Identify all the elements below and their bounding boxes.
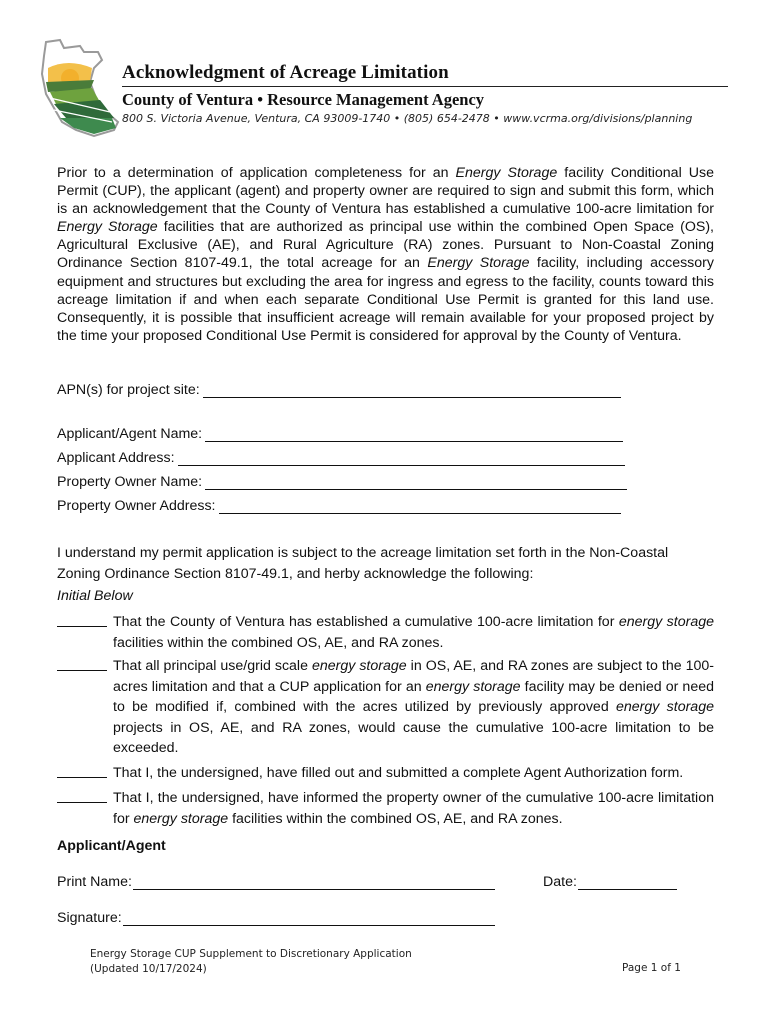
signature-field	[57, 910, 495, 926]
initial-below-label: Initial Below	[57, 588, 133, 604]
date-input-line[interactable]	[578, 874, 677, 890]
apn-input-line[interactable]	[203, 382, 621, 398]
ack-item-3: That I, the undersigned, have filled out and submitted a complete Agent Authorization form.	[57, 763, 714, 784]
print-name-field	[57, 874, 495, 890]
applicant-name-input-line[interactable]	[205, 426, 623, 442]
footer	[90, 947, 412, 977]
applicant-address-input-line[interactable]	[178, 450, 625, 466]
apn-label: APN(s) for project site:	[57, 382, 200, 398]
owner-address-input-line[interactable]	[219, 498, 621, 514]
intro-paragraph: Prior to a determination of application completeness for an Energy Storage facility Conditional Use Permit (CUP), the applicant (agent) and property owner are required to sign and submit this form, which is an acknowledgement that the County of Ventura has established a cumulative 100-acre limitation for Energy Storage facilities that are authorized as principal use within the combined Open Space (OS), Agricultural Exclusive (AE), and Rural Agriculture (RA) zones. Pursuant to Non-Coastal Zoning Ordinance Section 8107-49.1, the total acreage for an Energy Storage facility, including accessory equipment and structures but excluding the area for ingress and egress to the facility, counts toward this acreage limitation if and when each separate Conditional Use Permit is granted for this land use. Consequently, it is possible that insufficient acreage will remain available for your proposed project by the time your proposed Conditional Use Permit is considered for approval by the County of Ventura.	[57, 165, 714, 344]
applicant-address-label: Applicant Address:	[57, 450, 175, 466]
signature-label: Signature:	[57, 910, 122, 926]
form-title: Acknowledgment of Acreage Limitation	[122, 62, 449, 83]
title-divider	[122, 86, 728, 87]
ack-item-4: That I, the undersigned, have informed the property owner of the cumulative 100-acre limitation for energy storage facilities within the combined OS, AE, and RA zones.	[57, 788, 714, 829]
owner-address-field	[57, 498, 621, 514]
ack-item-1: That the County of Ventura has established a cumulative 100-acre limitation for energy storage facilities within the combined OS, AE, and RA zones.	[57, 612, 714, 653]
owner-address-label: Property Owner Address:	[57, 498, 216, 514]
print-name-label: Print Name:	[57, 874, 132, 890]
owner-name-input-line[interactable]	[205, 474, 627, 490]
initial-blank-1[interactable]	[57, 612, 107, 627]
page-number: Page 1 of 1	[622, 962, 681, 974]
footer-updated-date: (Updated 10/17/2024)	[90, 963, 207, 975]
applicant-name-label: Applicant/Agent Name:	[57, 426, 203, 442]
print-name-input-line[interactable]	[133, 874, 495, 890]
county-logo-icon	[40, 38, 126, 138]
applicant-section-heading: Applicant/Agent	[57, 838, 166, 854]
ack-item-2: That all principal use/grid scale energy storage in OS, AE, and RA zones are subject to the 100-acres limitation and that a CUP application for an energy storage facility may be denied or need to be modified if, combined with the acres utilized by previously approved energy storage projects in OS, AE, and RA zones, would cause the cumulative 100-acre limitation to be exceeded.	[57, 656, 714, 759]
initial-blank-3[interactable]	[57, 763, 107, 778]
date-field	[543, 874, 677, 890]
applicant-address-field	[57, 450, 625, 466]
agency-name: County of Ventura • Resource Management Agency	[122, 90, 485, 109]
apn-field	[57, 382, 621, 398]
owner-name-label: Property Owner Name:	[57, 474, 203, 490]
initial-blank-2[interactable]	[57, 656, 107, 671]
acknowledgement-statement: I understand my permit application is subject to the acreage limitation set forth in the Non-Coastal Zoning Ordinance Section 8107-49.1, and herby acknowledge the following:	[57, 545, 669, 582]
agency-address: 800 S. Victoria Avenue, Ventura, CA 93009-1740 • (805) 654-2478 • www.vcrma.org/divisions/planning	[122, 112, 693, 125]
owner-name-field	[57, 474, 627, 490]
signature-input-line[interactable]	[123, 910, 495, 926]
initial-blank-4[interactable]	[57, 788, 107, 803]
applicant-name-field	[57, 426, 623, 442]
date-label: Date:	[543, 874, 577, 890]
footer-document-name: Energy Storage CUP Supplement to Discretionary Application	[90, 948, 412, 960]
